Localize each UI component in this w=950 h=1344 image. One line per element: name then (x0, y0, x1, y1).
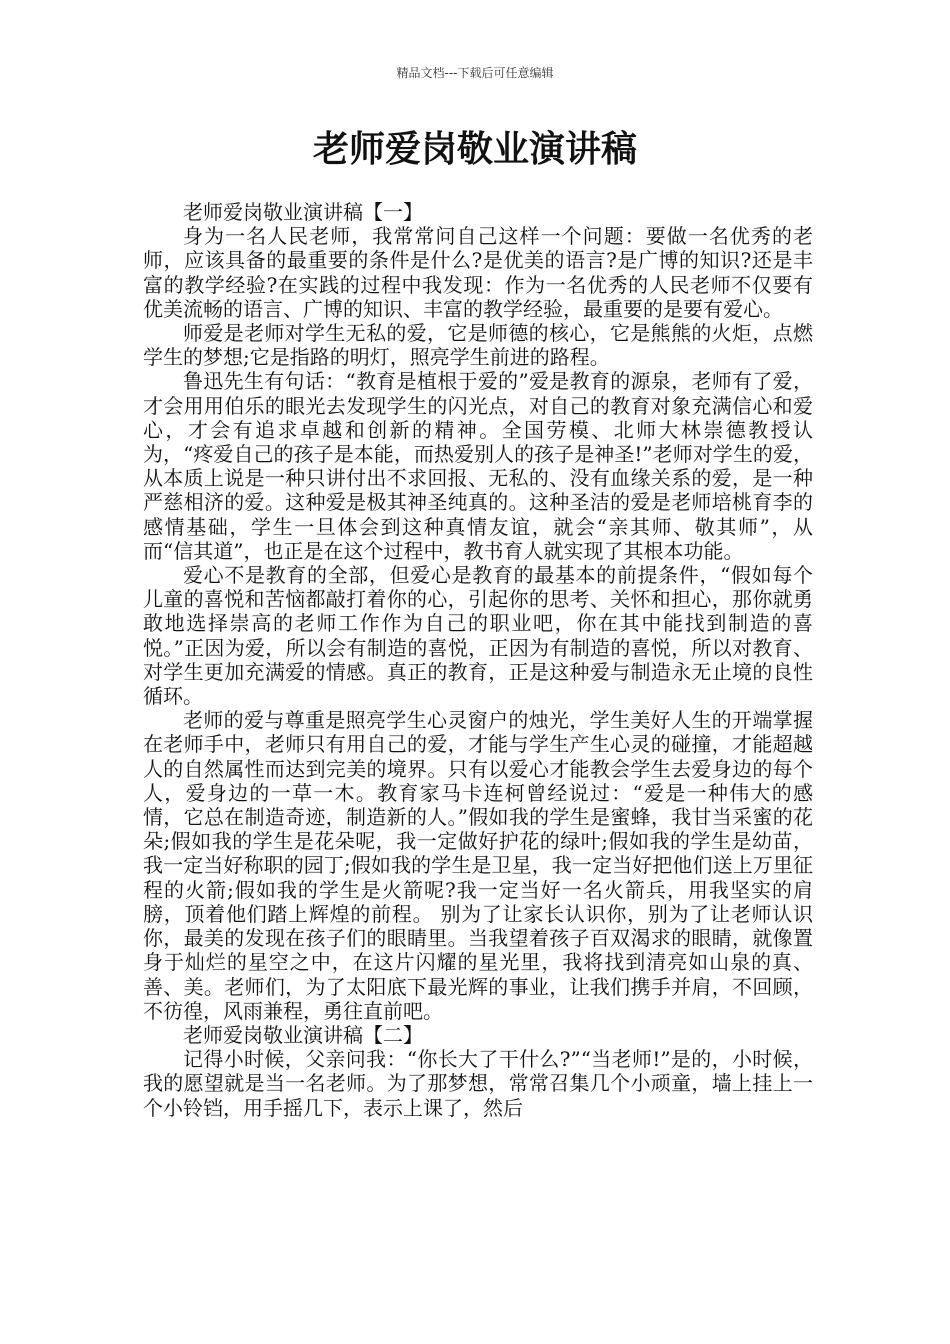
document-title: 老师爱岗敬业演讲稿 (312, 129, 637, 170)
document-body (143, 200, 813, 1120)
section-heading: 老师爱岗敬业演讲稿【二】 (183, 1022, 423, 1047)
paragraph: 爱心不是教育的全部，但爱心是教育的最基本的前提条件，“假如每个儿童的喜悦和苦恼都敲打着你的心，引起你的思考、关怀和担心，那你就勇敢地选择崇高的老师工作作为自己的职业吧，你在其中能找到制造的喜悦。”正因为爱，所以会有制造的喜悦，正因为有制造的喜悦，所以对教育、对学生更加充满爱的情感。真正的教育，正是这种爱与制造永无止境的良性循环。 (143, 563, 813, 709)
paragraph: 记得小时候，父亲问我：“你长大了干什么?”“当老师!”是的，小时候，我的愿望就是当一名老师。为了那梦想，常常召集几个小顽童，墙上挂上一个小铃铛，用手摇几下，表示上课了，然后 (143, 1047, 813, 1120)
section-heading: 老师爱岗敬业演讲稿【一】 (183, 200, 423, 224)
paragraph: 身为一名人民老师，我常常问自己这样一个问题：要做一名优秀的老师，应该具备的最重要的条件是什么?是优美的语言?是广博的知识?还是丰富的教学经验?在实践的过程中我发现：作为一名优秀的人民老师不仅要有优美流畅的语言、广博的知识、丰富的教学经验，最重要的是要有爱心。 (143, 224, 813, 321)
header-note: 精品文档---下载后可任意编辑 (396, 66, 554, 80)
paragraph: 师爱是老师对学生无私的爱，它是师德的核心，它是熊熊的火炬，点燃学生的梦想;它是指路的明灯，照亮学生前进的路程。 (143, 321, 813, 370)
paragraph: 老师的爱与尊重是照亮学生心灵窗户的烛光，学生美好人生的开端掌握在老师手中，老师只有用自己的爱，才能与学生产生心灵的碰撞，才能超越人的自然属性而达到完美的境界。只有以爱心才能教会学生去爱身边的每个人，爱身边的一草一木。教育家马卡连柯曾经说过：“爱是一种伟大的感情，它总在制造奇迹，制造新的人。”假如我的学生是蜜蜂，我甘当采蜜的花朵;假如我的学生是花朵呢，我一定做好护花的绿叶;假如我的学生是幼苗，我一定当好称职的园丁;假如我的学生是卫星，我一定当好把他们送上万里征程的火箭;假如我的学生是火箭呢?我一定当好一名火箭兵，用我坚实的肩膀，顶着他们踏上辉煌的前程。 别为了让家长认识你，别为了让老师认识你，最美的发现在孩子们的眼睛里。当我望着孩子百双渴求的眼睛，就像置身于灿烂的星空之中，在这片闪耀的星光里，我将找到清亮如山泉的真、善、美。老师们，为了太阳底下最光辉的事业，让我们携手并肩，不回顾，不彷徨，风雨兼程，勇往直前吧。 (143, 708, 813, 1023)
paragraph: 鲁迅先生有句话：“教育是植根于爱的”爱是教育的源泉，老师有了爱，才会用用伯乐的眼光去发现学生的闪光点，对自己的教育对象充满信心和爱心，才会有追求卓越和创新的精神。全国劳模、北师大林崇德教授认为，“疼爱自己的孩子是本能，而热爱别人的孩子是神圣!”老师对学生的爱，从本质上说是一种只讲付出不求回报、无私的、没有血缘关系的爱，是一种严慈相济的爱。这种爱是极其神圣纯真的。这种圣洁的爱是老师培桃育李的感情基础，学生一旦体会到这种真情友谊，就会“亲其师、敬其师”，从而“信其道”，也正是在这个过程中，教书育人就实现了其根本功能。 (143, 369, 813, 563)
